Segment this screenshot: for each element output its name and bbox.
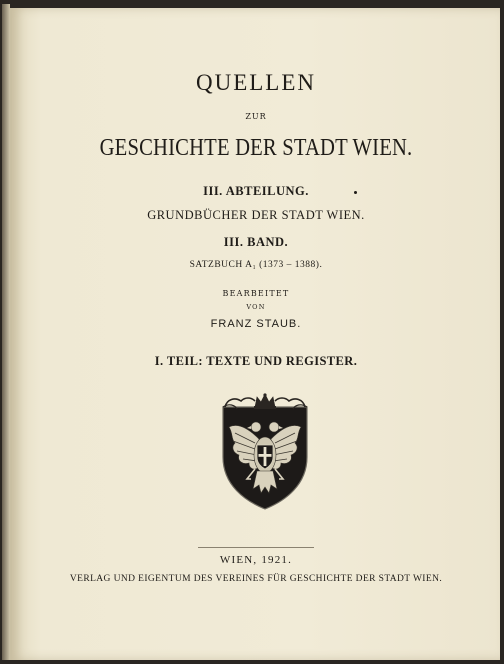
edited-label: BEARBEITET [222, 289, 290, 298]
vienna-double-eagle-crest-icon [219, 393, 311, 511]
series-title: GRUNDBÜCHER DER STADT WIEN. [147, 208, 365, 222]
by-label: VON [246, 303, 266, 311]
volume-label: III. BAND. [223, 235, 289, 249]
part-title: I. TEIL: TEXTE UND REGISTER. [154, 354, 358, 368]
page-edge [2, 4, 10, 660]
imprint-rule [198, 547, 314, 548]
book-subtitle: GESCHICHTE DER STADT WIEN. [99, 135, 413, 161]
division-label: III. ABTEILUNG. [203, 184, 309, 198]
title-page [10, 8, 500, 660]
title-connector: ZUR [245, 112, 267, 121]
volume-description: SATZBUCH A₁ (1373 – 1388). [189, 260, 323, 270]
ink-speck [354, 191, 357, 194]
author-name: FRANZ STAUB. [210, 318, 302, 330]
publisher-line: VERLAG UND EIGENTUM DES VEREINES FÜR GESCHICHTE DER STADT WIEN. [69, 574, 443, 584]
imprint-city-year: WIEN, 1921. [219, 554, 293, 566]
book-title: QUELLEN [195, 70, 317, 95]
